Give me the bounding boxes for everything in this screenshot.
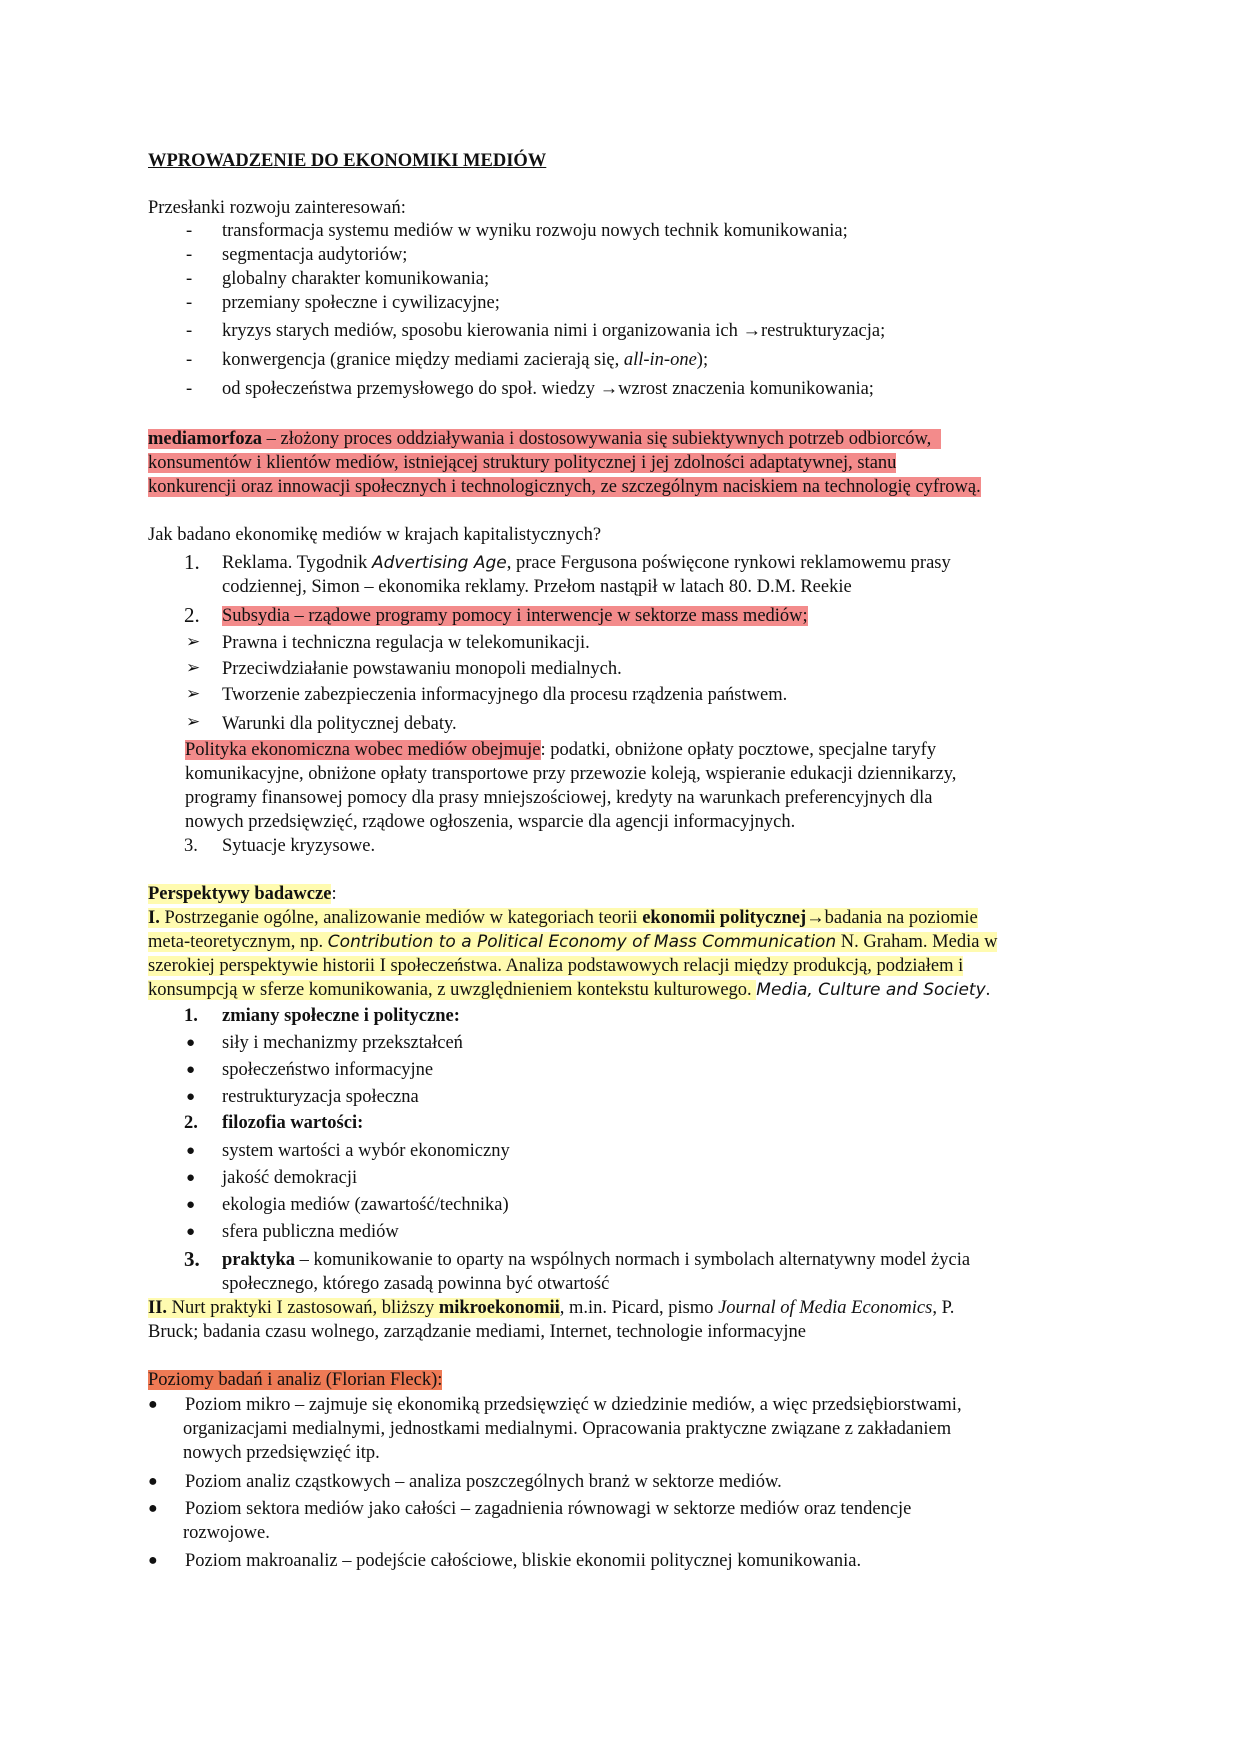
- list-number: 3.: [184, 836, 198, 856]
- bullet-item: siły i mechanizmy przekształceń: [222, 1033, 463, 1053]
- group-title: filozofia wartości:: [222, 1113, 364, 1133]
- group-item: praktyka – komunikowanie to oparty na wspólnych normach i symbolach alternatywny model życia: [222, 1250, 971, 1270]
- dash-marker: -: [186, 269, 193, 289]
- definition-line: mediamorfoza – złożony proces oddziaływania i dostosowywania się subiektywnych potrzeb odbiorców,: [148, 427, 941, 451]
- list-number: 3.: [184, 1247, 200, 1271]
- arrowhead-icon: ➢: [186, 658, 201, 677]
- bullet-icon: ●: [186, 1035, 196, 1051]
- perspective-line: Bruck; badania czasu wolnego, zarządzanie mediami, Internet, technologie informacyjne: [148, 1322, 807, 1342]
- list-item: kryzys starych mediów, sposobu kierowania nimi i organizowania ich →restrukturyzacja;: [222, 321, 886, 341]
- perspective-line: I. Postrzeganie ogólne, analizowanie mediów w kategoriach teorii ekonomii politycznej→badania na poziomie: [148, 908, 978, 928]
- perspectives-heading: Perspektywy badawcze:: [148, 884, 337, 904]
- list-item: transformacja systemu mediów w wyniku rozwoju nowych technik komunikowania;: [222, 221, 848, 241]
- list-number: 1.: [184, 1006, 198, 1026]
- definition-term: mediamorfoza: [148, 429, 263, 449]
- arrowhead-icon: ➢: [186, 632, 201, 651]
- level-item-continuation: nowych przedsięwzięć itp.: [183, 1443, 380, 1463]
- premises-heading: Przesłanki rozwoju zainteresowań:: [148, 198, 406, 218]
- list-item: od społeczeństwa przemysłowego do społ. wiedzy →wzrost znaczenia komunikowania;: [222, 379, 874, 399]
- levels-heading: Poziomy badań i analiz (Florian Fleck):: [148, 1370, 443, 1390]
- bullet-icon: ●: [148, 1552, 158, 1569]
- list-number: 2.: [184, 1113, 198, 1133]
- bullet-item: restrukturyzacja społeczna: [222, 1087, 419, 1107]
- list-number: 1.: [184, 550, 200, 574]
- bullet-icon: ●: [186, 1197, 196, 1213]
- dash-marker: -: [186, 379, 193, 399]
- policy-line: Polityka ekonomiczna wobec mediów obejmuje: podatki, obniżone opłaty pocztowe, specjalne taryfy: [185, 740, 937, 760]
- bullet-item: jakość demokracji: [222, 1168, 358, 1188]
- arrow-icon: →: [599, 379, 619, 399]
- arrow-icon: →: [806, 908, 825, 928]
- dash-marker: -: [186, 350, 193, 370]
- arrowhead-icon: ➢: [186, 712, 201, 731]
- list-item: Sytuacje kryzysowe.: [222, 836, 376, 856]
- level-item: Poziom analiz cząstkowych – analiza poszczególnych branż w sektorze mediów.: [185, 1472, 782, 1492]
- bullet-icon: ●: [148, 1473, 158, 1490]
- dash-marker: -: [186, 221, 193, 241]
- perspective-line: konsumpcją w sferze komunikowania, z uwzględnieniem kontekstu kulturowego. Media, Culture and Society.: [148, 980, 991, 1000]
- bullet-icon: ●: [148, 1396, 158, 1413]
- bullet-item: społeczeństwo informacyjne: [222, 1060, 434, 1080]
- level-item-continuation: rozwojowe.: [183, 1523, 270, 1543]
- arrow-icon: →: [742, 321, 761, 341]
- list-item: globalny charakter komunikowania;: [222, 269, 490, 289]
- bullet-item: sfera publiczna mediów: [222, 1222, 399, 1242]
- list-item: Subsydia – rządowe programy pomocy i interwencje w sektorze mass mediów;: [222, 606, 808, 626]
- perspective-line: meta-teoretycznym, np. Contribution to a Political Economy of Mass Communication N. Graham. Media w: [148, 932, 998, 952]
- bullet-icon: ●: [186, 1089, 196, 1105]
- definition-line: konsumentów i klientów mediów, istniejącej struktury politycznej i jej zdolności adaptatywnej, stanu: [148, 453, 897, 473]
- dash-marker: -: [186, 245, 193, 265]
- document-title: WPROWADZENIE DO EKONOMIKI MEDIÓW: [148, 151, 547, 171]
- perspective-line: szerokiej perspektywie historii I społeczeństwa. Analiza podstawowych relacji między produkcją, podziałem i: [148, 956, 964, 976]
- research-question: Jak badano ekonomikę mediów w krajach kapitalistycznych?: [148, 525, 602, 545]
- dash-marker: -: [186, 293, 193, 313]
- arrowhead-icon: ➢: [186, 684, 201, 703]
- level-item: Poziom makroanaliz – podejście całościowe, bliskie ekonomii politycznej komunikowania.: [185, 1551, 862, 1571]
- bullet-icon: ●: [186, 1170, 196, 1186]
- group-title: zmiany społeczne i polityczne:: [222, 1006, 460, 1026]
- group-item-continuation: społecznego, którego zasadą powinna być otwartość: [222, 1274, 610, 1294]
- level-item: Poziom mikro – zajmuje się ekonomiką przedsięwzięć w dziedzinie mediów, a więc przedsiębiorstwami,: [185, 1395, 962, 1415]
- list-number: 2.: [184, 603, 200, 627]
- policy-line: programy finansowej pomocy dla prasy mniejszościowej, kredyty na warunkach preferencyjnych dla: [185, 788, 933, 808]
- bullet-icon: ●: [186, 1062, 196, 1078]
- dash-marker: -: [186, 321, 193, 341]
- list-item-continuation: codziennej, Simon – ekonomika reklamy. Przełom nastąpił w latach 80. D.M. Reekie: [222, 577, 852, 597]
- list-item: Reklama. Tygodnik Advertising Age, prace Fergusona poświęcone rynkowi reklamowemu prasy: [222, 553, 951, 573]
- bullet-item: ekologia mediów (zawartość/technika): [222, 1195, 509, 1215]
- definition-line: konkurencji oraz innowacji społecznych i technologicznych, ze szczególnym naciskiem na technologię cyfrową.: [148, 477, 981, 497]
- list-item: przemiany społeczne i cywilizacyjne;: [222, 293, 500, 313]
- list-item: konwergencja (granice między mediami zacierają się, all-in-one);: [222, 350, 709, 370]
- level-item-continuation: organizacjami medialnymi, jednostkami medialnymi. Opracowania praktyczne związane z zakładaniem: [183, 1419, 952, 1439]
- sub-item: Przeciwdziałanie powstawaniu monopoli medialnych.: [222, 659, 622, 679]
- list-item: segmentacja audytoriów;: [222, 245, 408, 265]
- policy-line: nowych przedsięwzięć, rządowe ogłoszenia, wsparcie dla agencji informacyjnych.: [185, 812, 796, 832]
- sub-item: Warunki dla politycznej debaty.: [222, 714, 457, 734]
- bullet-icon: ●: [186, 1224, 196, 1240]
- policy-line: komunikacyjne, obniżone opłaty transportowe przy przewozie koleją, wspieranie edukacji dziennikarzy,: [185, 764, 957, 784]
- bullet-icon: ●: [148, 1500, 158, 1517]
- level-item: Poziom sektora mediów jako całości – zagadnienia równowagi w sektorze mediów oraz tendencje: [185, 1499, 912, 1519]
- sub-item: Prawna i techniczna regulacja w telekomunikacji.: [222, 633, 590, 653]
- bullet-icon: ●: [186, 1143, 196, 1159]
- sub-item: Tworzenie zabezpieczenia informacyjnego dla procesu rządzenia państwem.: [222, 685, 788, 705]
- perspective-line: II. Nurt praktyki I zastosowań, bliższy mikroekonomii, m.in. Picard, pismo Journal of Media Economics, P.: [148, 1298, 955, 1318]
- bullet-item: system wartości a wybór ekonomiczny: [222, 1141, 510, 1161]
